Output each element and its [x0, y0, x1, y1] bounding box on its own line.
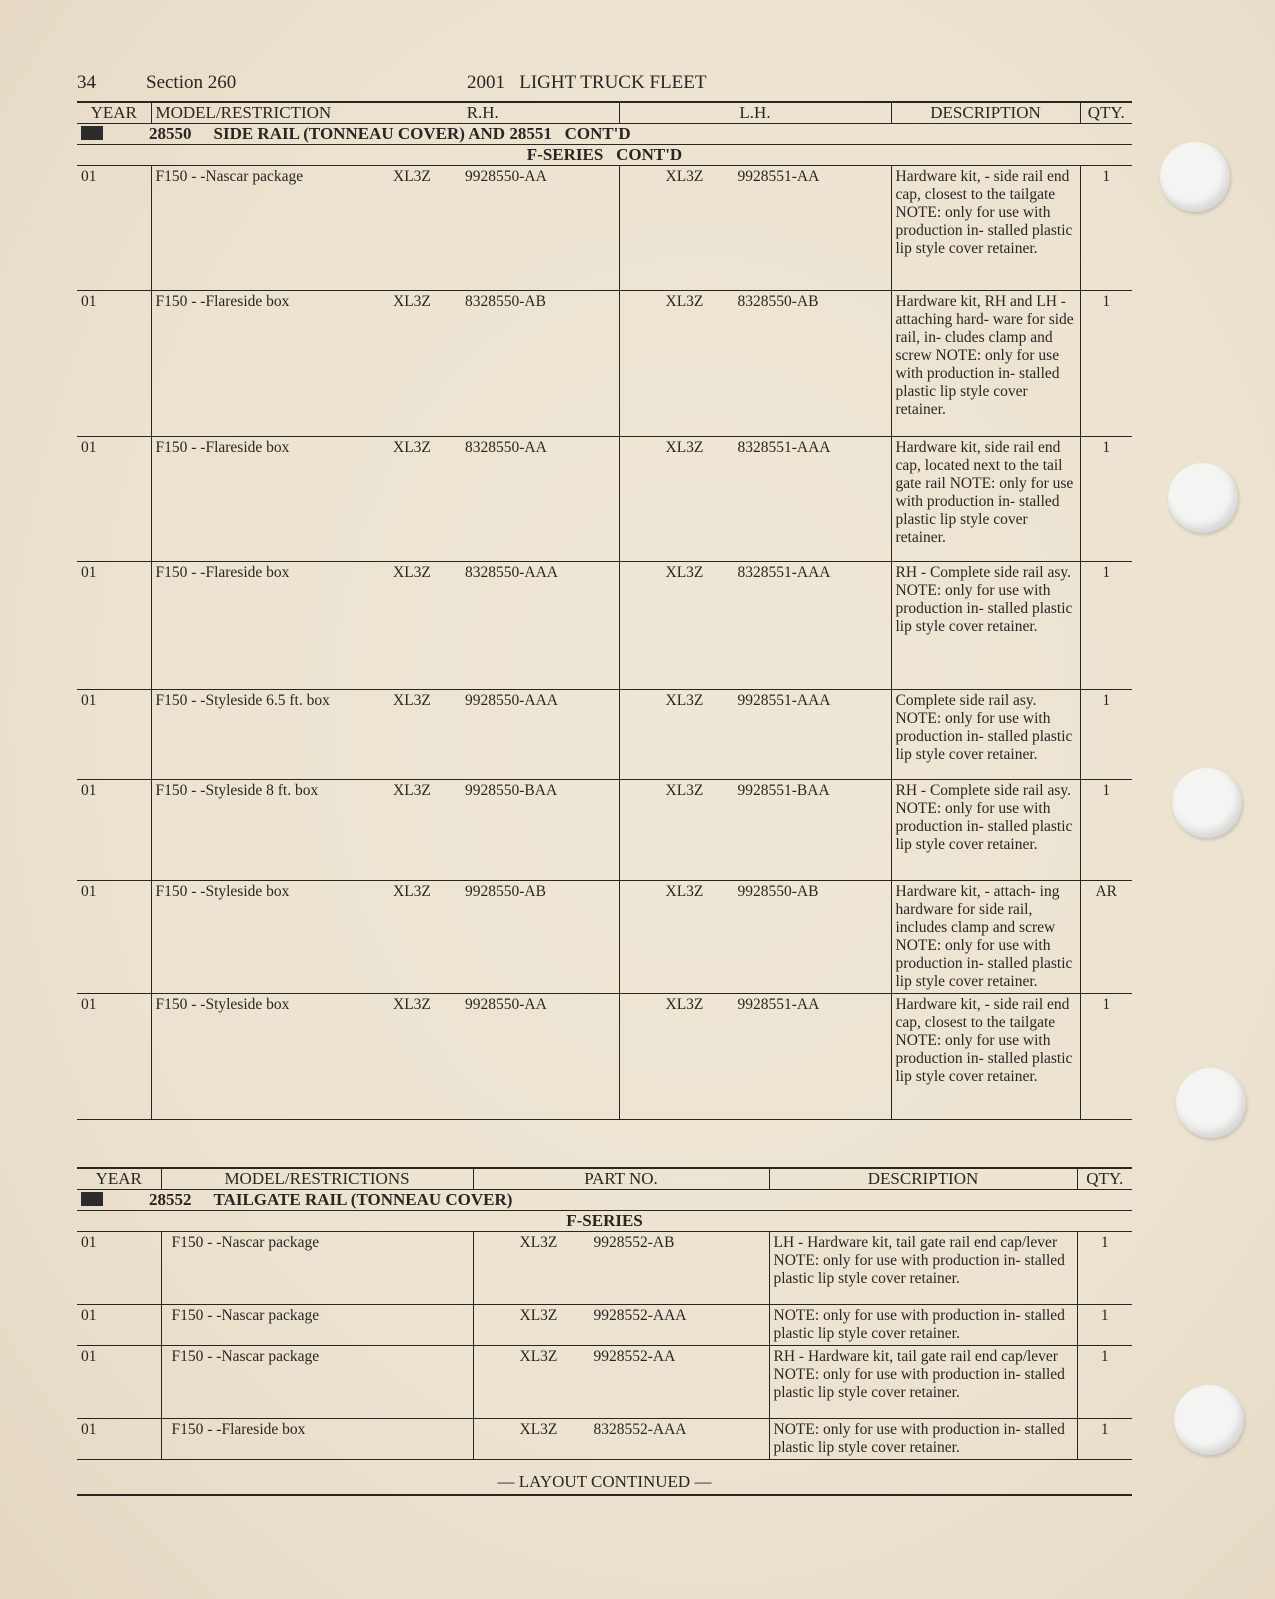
col-lh: L.H. — [619, 102, 891, 124]
qty-cell: 1 — [1080, 291, 1132, 437]
page-title: 2001 LIGHT TRUCK FLEET — [467, 72, 707, 93]
part-prefix: XL3Z — [519, 1348, 558, 1365]
model-cell: F150 - -Flareside box — [151, 437, 347, 562]
qty-cell: AR — [1080, 881, 1132, 994]
part-number: 8328552-AAA — [593, 1421, 687, 1438]
lh-part-cell — [619, 562, 891, 690]
part-prefix: XL3Z — [519, 1421, 558, 1438]
table-row — [77, 166, 1132, 291]
col-rh: R.H. — [347, 102, 619, 124]
qty-cell: 1 — [1080, 690, 1132, 780]
qty-cell: 1 — [1080, 994, 1132, 1120]
qty-cell: 1 — [1080, 166, 1132, 291]
part-cell — [473, 1346, 769, 1419]
model-cell: F150 - -Nascar package — [151, 166, 347, 291]
rh-part-cell — [347, 994, 619, 1120]
rh-prefix: XL3Z — [393, 782, 431, 799]
lh-prefix: XL3Z — [665, 883, 704, 900]
lh-prefix: XL3Z — [665, 996, 704, 1013]
rh-part-number: 8328550-AA — [465, 439, 547, 456]
subsection-title: F-SERIES — [77, 1211, 1132, 1232]
binder-hole — [1174, 1385, 1244, 1455]
section-title: SIDE RAIL (TONNEAU COVER) AND 28551 CONT'D — [213, 124, 631, 143]
lh-part-number: 9928551-AA — [737, 168, 820, 185]
lh-part-cell — [619, 437, 891, 562]
rh-part-number: 9928550-BAA — [465, 782, 558, 799]
subsection-heading — [77, 1211, 1132, 1232]
lh-part-cell — [619, 690, 891, 780]
description-cell: RH - Complete side rail asy. NOTE: only for use with production in- stalled plastic lip style cover retainer. — [891, 562, 1080, 690]
rh-part-number: 8328550-AB — [465, 293, 546, 310]
lh-part-number: 9928550-AB — [737, 883, 819, 900]
table-row — [77, 780, 1132, 881]
qty-cell: 1 — [1080, 437, 1132, 562]
table-row — [77, 437, 1132, 562]
col-model: MODEL/RESTRICTION — [151, 102, 347, 124]
rh-part-number: 9928550-AA — [465, 168, 547, 185]
rh-prefix: XL3Z — [393, 883, 431, 900]
side-rail-table — [77, 101, 1132, 1120]
page-number: 34 — [77, 72, 96, 93]
lh-part-number: 9928551-AAA — [737, 692, 831, 709]
section-number: 28550 — [149, 124, 192, 143]
col-part: PART NO. — [473, 1168, 769, 1190]
lh-prefix: XL3Z — [665, 293, 704, 310]
part-number: 9928552-AB — [593, 1234, 675, 1251]
col-year: YEAR — [77, 102, 151, 124]
subsection-title: F-SERIES CONT'D — [77, 145, 1132, 166]
year-cell: 01 — [77, 562, 151, 690]
col-year: YEAR — [77, 1168, 161, 1190]
year-cell: 01 — [77, 1232, 161, 1305]
layout-continued: — LAYOUT CONTINUED — — [77, 1472, 1132, 1496]
section-number: 28552 — [149, 1190, 192, 1209]
description-cell: Hardware kit, side rail end cap, located next to the tail gate rail NOTE: only for use with production in- stalled plastic lip style cover retainer. — [891, 437, 1080, 562]
description-cell: Complete side rail asy. NOTE: only for use with production in- stalled plastic lip style cover retainer. — [891, 690, 1080, 780]
table-row — [77, 690, 1132, 780]
model-cell: F150 - -Nascar package — [161, 1346, 473, 1419]
part-cell — [473, 1305, 769, 1346]
section-heading — [77, 124, 1132, 145]
lh-part-number: 9928551-AA — [737, 996, 820, 1013]
model-cell: F150 - -Nascar package — [161, 1232, 473, 1305]
table-row — [77, 1232, 1132, 1305]
rh-part-number: 9928550-AA — [465, 996, 547, 1013]
year-cell: 01 — [77, 291, 151, 437]
rh-prefix: XL3Z — [393, 168, 431, 185]
table-row — [77, 562, 1132, 690]
qty-cell: 1 — [1077, 1346, 1132, 1419]
rh-prefix: XL3Z — [393, 564, 431, 581]
year-cell: 01 — [77, 881, 151, 994]
part-prefix: XL3Z — [519, 1234, 558, 1251]
part-cell — [473, 1232, 769, 1305]
binder-hole — [1160, 142, 1230, 212]
lh-part-cell — [619, 994, 891, 1120]
table-row — [77, 1346, 1132, 1419]
table-header — [77, 1168, 1132, 1190]
tailgate-rail-table — [77, 1167, 1132, 1460]
rh-part-cell — [347, 690, 619, 780]
year-cell: 01 — [77, 1346, 161, 1419]
table-row — [77, 994, 1132, 1120]
year-cell: 01 — [77, 780, 151, 881]
description-cell: Hardware kit, - attach- ing hardware for side rail, includes clamp and screw NOTE: only for use with production in- stalled plastic lip style cover retainer. — [891, 881, 1080, 994]
description-cell: Hardware kit, RH and LH - attaching hard- ware for side rail, in- cludes clamp and screw NOTE: only for use with production in- stalled plastic lip style cover retainer. — [891, 291, 1080, 437]
col-model: MODEL/RESTRICTIONS — [161, 1168, 473, 1190]
rh-prefix: XL3Z — [393, 439, 431, 456]
rh-part-cell — [347, 562, 619, 690]
rh-part-number: 8328550-AAA — [465, 564, 558, 581]
lh-part-number: 8328551-AAA — [737, 564, 831, 581]
table-header — [77, 102, 1132, 124]
qty-cell: 1 — [1080, 780, 1132, 881]
table-row — [77, 1305, 1132, 1346]
col-qty: QTY. — [1077, 1168, 1132, 1190]
lh-part-number: 8328551-AAA — [737, 439, 831, 456]
qty-cell: 1 — [1077, 1305, 1132, 1346]
lh-part-cell — [619, 166, 891, 291]
rh-part-cell — [347, 166, 619, 291]
rh-prefix: XL3Z — [393, 692, 431, 709]
description-cell: Hardware kit, - side rail end cap, closest to the tailgate NOTE: only for use with production in- stalled plastic lip style cover retainer. — [891, 166, 1080, 291]
part-number: 9928552-AAA — [593, 1307, 687, 1324]
section-title: TAILGATE RAIL (TONNEAU COVER) — [213, 1190, 513, 1209]
model-cell: F150 - -Styleside 8 ft. box — [151, 780, 347, 881]
model-cell: F150 - -Flareside box — [151, 562, 347, 690]
section-label: Section 260 — [146, 72, 237, 93]
year-cell: 01 — [77, 994, 151, 1120]
col-qty: QTY. — [1080, 102, 1132, 124]
part-cell — [473, 1419, 769, 1460]
year-cell: 01 — [77, 166, 151, 291]
description-cell: RH - Hardware kit, tail gate rail end cap/lever NOTE: only for use with production in- stalled plastic lip style cover retainer. — [769, 1346, 1077, 1419]
part-number: 9928552-AA — [593, 1348, 676, 1365]
model-cell: F150 - -Nascar package — [161, 1305, 473, 1346]
lh-part-cell — [619, 881, 891, 994]
qty-cell: 1 — [1077, 1419, 1132, 1460]
binder-hole — [1176, 1068, 1246, 1138]
description-cell: RH - Complete side rail asy. NOTE: only for use with production in- stalled plastic lip style cover retainer. — [891, 780, 1080, 881]
lh-prefix: XL3Z — [665, 439, 704, 456]
binder-hole — [1172, 768, 1242, 838]
rh-part-number: 9928550-AAA — [465, 692, 558, 709]
qty-cell: 1 — [1077, 1232, 1132, 1305]
section-marker-icon — [81, 1192, 103, 1206]
lh-prefix: XL3Z — [665, 692, 704, 709]
rh-part-cell — [347, 881, 619, 994]
lh-part-cell — [619, 780, 891, 881]
lh-part-number: 9928551-BAA — [737, 782, 830, 799]
rh-prefix: XL3Z — [393, 293, 431, 310]
lh-prefix: XL3Z — [665, 782, 704, 799]
binder-hole — [1168, 463, 1238, 533]
model-cell: F150 - -Styleside box — [151, 881, 347, 994]
lh-part-number: 8328550-AB — [737, 293, 819, 310]
table-row — [77, 1419, 1132, 1460]
rh-part-cell — [347, 437, 619, 562]
lh-prefix: XL3Z — [665, 168, 704, 185]
rh-part-number: 9928550-AB — [465, 883, 546, 900]
rh-prefix: XL3Z — [393, 996, 431, 1013]
year-cell: 01 — [77, 1305, 161, 1346]
col-description: DESCRIPTION — [891, 102, 1080, 124]
table-row — [77, 881, 1132, 994]
lh-part-cell — [619, 291, 891, 437]
year-cell: 01 — [77, 437, 151, 562]
table-row — [77, 291, 1132, 437]
col-description: DESCRIPTION — [769, 1168, 1077, 1190]
description-cell: NOTE: only for use with production in- stalled plastic lip style cover retainer. — [769, 1305, 1077, 1346]
description-cell: LH - Hardware kit, tail gate rail end cap/lever NOTE: only for use with production in- stalled plastic lip style cover retainer. — [769, 1232, 1077, 1305]
model-cell: F150 - -Flareside box — [161, 1419, 473, 1460]
model-cell: F150 - -Styleside box — [151, 994, 347, 1120]
year-cell: 01 — [77, 690, 151, 780]
rh-part-cell — [347, 780, 619, 881]
part-prefix: XL3Z — [519, 1307, 558, 1324]
model-cell: F150 - -Flareside box — [151, 291, 347, 437]
rh-part-cell — [347, 291, 619, 437]
subsection-heading — [77, 145, 1132, 166]
lh-prefix: XL3Z — [665, 564, 704, 581]
description-cell: Hardware kit, - side rail end cap, closest to the tailgate NOTE: only for use with production in- stalled plastic lip style cover retainer. — [891, 994, 1080, 1120]
section-marker-icon — [81, 126, 103, 140]
year-cell: 01 — [77, 1419, 161, 1460]
section-heading — [77, 1190, 1132, 1211]
qty-cell: 1 — [1080, 562, 1132, 690]
model-cell: F150 - -Styleside 6.5 ft. box — [151, 690, 347, 780]
description-cell: NOTE: only for use with production in- stalled plastic lip style cover retainer. — [769, 1419, 1077, 1460]
